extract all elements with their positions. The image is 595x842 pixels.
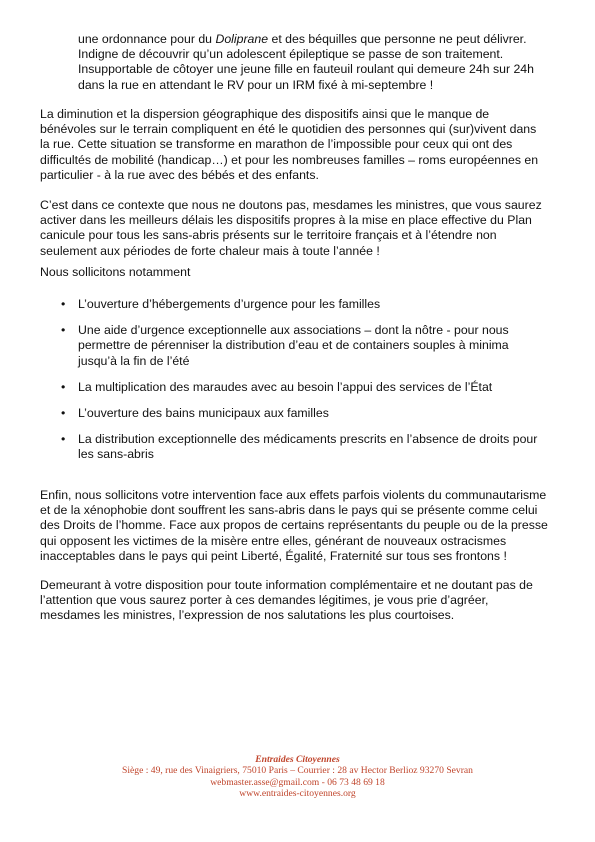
text-line: La diminution et la dispersion géographique des dispositifs ainsi que le manque de — [40, 107, 490, 121]
continued-paragraph — [78, 32, 558, 93]
list-item — [40, 432, 562, 462]
text-line: qui opposent les victimes de la misère entre elles, générant de nouveaux ostracismes — [40, 533, 507, 548]
paragraph-xenophobia — [40, 488, 562, 564]
text-line: particulier - à la rue avec des bébés et des enfants. — [40, 167, 319, 182]
postal-address: Siège : 49, rue des Vinaigriers, 75010 Paris – Courrier : 28 av Hector Berlioz 93270 Sevran — [122, 765, 473, 777]
text-line: Enfin, nous sollicitons votre intervention face aux effets parfois violents du communautarisme — [40, 488, 547, 502]
bullet-marker: • — [61, 406, 66, 421]
text-line: Insupportable de côtoyer une jeune fille en fauteuil roulant qui demeure 24h sur 24h — [78, 62, 534, 77]
text-line: Nous sollicitons notamment — [40, 265, 191, 279]
paragraph-volunteers — [40, 107, 562, 183]
text-line: La distribution exceptionnelle des médicaments prescrits en l’absence de droits pour — [78, 432, 538, 447]
requests-list — [40, 291, 562, 463]
list-item — [40, 323, 562, 369]
contact-info: webmaster.asse@gmail.com - 06 73 48 69 18 — [210, 776, 385, 788]
text-line: L’ouverture d’hébergements d’urgence pour les familles — [78, 297, 381, 311]
text-line: C’est dans ce contexte que nous ne doutons pas, mesdames les ministres, que vous saurez — [40, 198, 542, 212]
text-line: activer dans les meilleurs délais les dispositifs propres à la mise en place effective du Plan — [40, 213, 532, 228]
text-line: dans la rue en attendant le RV pour un IRM fixé à mi-septembre ! — [78, 77, 434, 92]
text-span: une ordonnance pour du — [78, 32, 216, 46]
letterhead-footer — [0, 754, 595, 800]
text-line: inacceptables dans le pays qui peint Liberté, Égalité, Fraternité sur tous ses frontons ! — [40, 548, 507, 563]
text-line: bénévoles sur le terrain compliquent en été le quotidien des personnes qui (sur)vivent dans — [40, 122, 537, 137]
text-line: permettre de pérenniser la distribution d’eau et de containers souples à minima — [78, 338, 509, 353]
text-line: les sans-abris — [78, 447, 154, 462]
list-item — [40, 297, 562, 312]
emphasis-text: Doliprane — [215, 32, 269, 46]
text-line: L’ouverture des bains municipaux aux familles — [78, 406, 329, 421]
text-line: l’attention que vous saurez porter à ces demandes légitimes, je vous prie d’agréer, — [40, 593, 489, 608]
paragraph-closing — [40, 578, 562, 624]
text-line: et de la xénophobie dont souffrent les sans-abris dans le pays qui se présente comme celui — [40, 503, 538, 518]
text-line: Indigne de découvrir qu’un adolescent épileptique se passe de son traitement. — [78, 47, 504, 62]
text-span: et des béquilles que personne ne peut délivrer. — [268, 32, 527, 46]
list-item — [40, 406, 562, 421]
text-line: la rue. Cette situation se transforme en marathon de l’impossible pour ceux qui ont des — [40, 137, 513, 152]
website-link[interactable]: www.entraides-citoyennes.org — [239, 788, 356, 800]
text-line — [78, 32, 558, 47]
organization-name: Entraides Citoyennes — [255, 754, 340, 765]
paragraph-plan-canicule — [40, 198, 562, 259]
bullet-marker: • — [61, 297, 66, 311]
text-line: canicule pour tous les sans-abris présents sur le territoire français et à l’étendre non — [40, 228, 497, 243]
text-line: seulement aux périodes de forte chaleur mais à toute l’année ! — [40, 243, 380, 258]
text-line: des Droits de l’homme. Face aux propos de certains représentants du peuple ou de la presse — [40, 518, 548, 533]
list-item — [40, 380, 562, 395]
text-line: mesdames les ministres, l’expression de nos salutations les plus courtoises. — [40, 608, 455, 623]
bullet-marker: • — [61, 379, 66, 394]
paragraph-requests-intro — [40, 265, 562, 280]
bullet-marker: • — [61, 323, 66, 338]
bullet-marker: • — [61, 432, 66, 447]
text-line: jusqu’à la fin de l’été — [78, 353, 190, 368]
text-line: difficultés de mobilité (handicap…) et pour les nombreuses familles – roms européennes en — [40, 152, 539, 167]
text-line: Une aide d’urgence exceptionnelle aux associations – dont la nôtre - pour nous — [78, 323, 509, 338]
text-line: La multiplication des maraudes avec au besoin l’appui des services de l’État — [78, 379, 493, 394]
text-line: Demeurant à votre disposition pour toute information complémentaire et ne doutant pas de — [40, 578, 533, 592]
